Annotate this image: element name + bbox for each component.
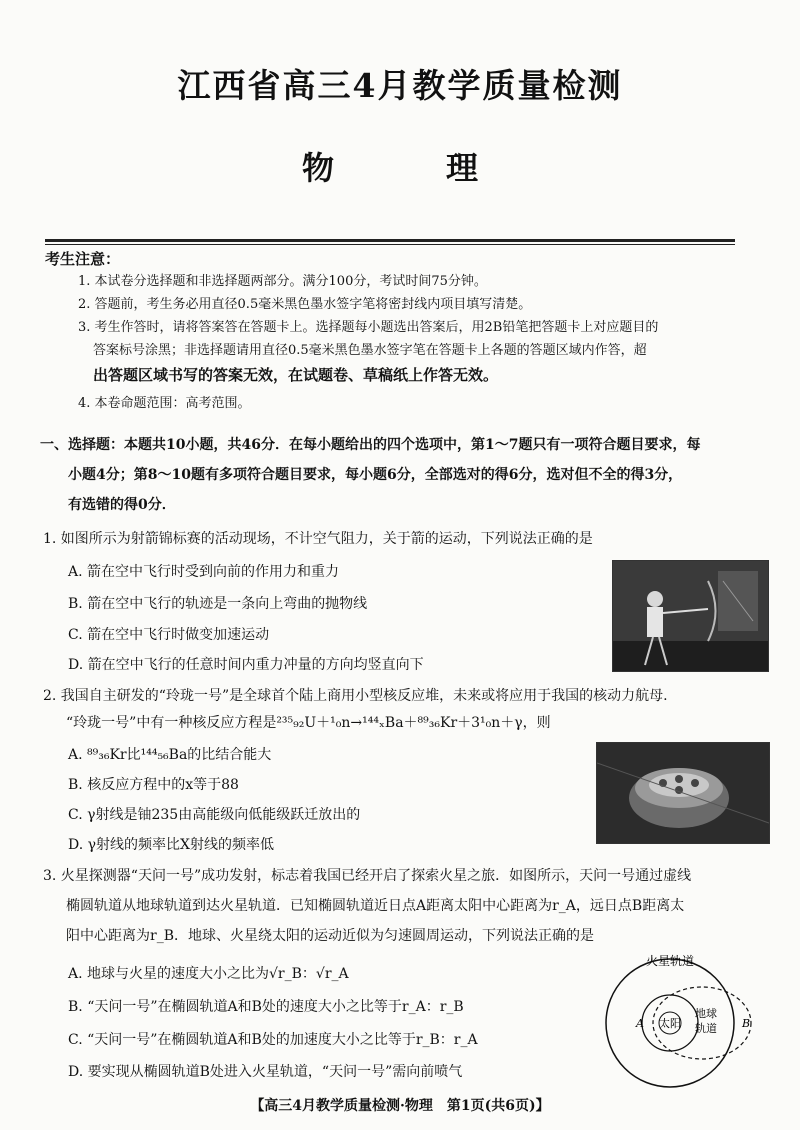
notice-item-emphasis: 出答题区域书写的答案无效，在试题卷、草稿纸上作答无效。 <box>93 366 499 384</box>
point-a-label: A <box>636 1017 644 1030</box>
option-a: A. ⁸⁹₃₆Kr比¹⁴⁴₅₆Ba的比结合能大 <box>68 747 272 763</box>
mars-orbit-label: 火星轨道 <box>645 954 695 968</box>
question-stem: 阳中心距离为r_B．地球、火星绕太阳的运动近似为匀速圆周运动，下列说法正确的是 <box>66 928 594 944</box>
point-b-label: B <box>742 1017 751 1030</box>
divider-thin <box>45 244 735 245</box>
option-d: D. 箭在空中飞行的任意时间内重力冲量的方向均竖直向下 <box>68 657 424 673</box>
notice-item: 答案标号涂黑；非选择题请用直径0.5毫米黑色墨水签字笔在答题卡上各题的答题区域内作答，超 <box>93 343 647 358</box>
option-a: A. 箭在空中飞行时受到向前的作用力和重力 <box>68 564 340 580</box>
earth-orbit-label: 轨道 <box>695 1022 717 1035</box>
orbit-diagram <box>600 945 765 1095</box>
section-instructions: 小题4分；第8～10题有多项符合题目要求，每小题6分，全部选对的得6分，选对但不全的得3分， <box>68 467 683 483</box>
notice-item: 4. 本卷命题范围：高考范围。 <box>78 396 251 411</box>
option-b: B. 核反应方程中的x等于88 <box>68 777 239 793</box>
option-c: C. γ射线是铀235由高能级向低能级跃迁放出的 <box>68 807 361 823</box>
notice-heading: 考生注意： <box>45 250 121 268</box>
question-stem: 2. 我国自主研发的“玲珑一号”是全球首个陆上商用小型核反应堆，未来或将应用于我国的核动力航母. <box>43 688 668 704</box>
exam-title: 江西省高三4月教学质量检测 <box>177 66 623 105</box>
option-d: D. 要实现从椭圆轨道B处进入火星轨道，“天问一号”需向前喷气 <box>68 1064 463 1080</box>
section-instructions: 有选错的得0分． <box>68 497 176 513</box>
notice-item: 1. 本试卷分选择题和非选择题两部分。满分100分，考试时间75分钟。 <box>78 274 487 289</box>
earth-orbit-label: 地球 <box>695 1007 717 1020</box>
divider-thick <box>45 239 735 242</box>
subject-title: 物 理 <box>301 149 518 187</box>
option-c: C. 箭在空中飞行时做变加速运动 <box>68 627 270 643</box>
notice-item: 2. 答题前，考生务必用直径0.5毫米黑色墨水签字笔将密封线内项目填写清楚。 <box>78 297 532 312</box>
reactor-photo <box>596 742 770 844</box>
notice-item: 3. 考生作答时，请将答案答在答题卡上。选择题每小题选出答案后，用2B铅笔把答题卡上对应题目的 <box>78 320 659 335</box>
section-instructions: 一、选择题：本题共10小题，共46分．在每小题给出的四个选项中，第1～7题只有一项符合题目要求，每 <box>40 437 701 453</box>
option-b: B. “天问一号”在椭圆轨道A和B处的速度大小之比等于r_A：r_B <box>68 999 464 1015</box>
option-a: A. 地球与火星的速度大小之比为√r_B：√r_A <box>68 966 349 982</box>
question-stem: “玲珑一号”中有一种核反应方程是²³⁵₉₂U＋¹₀n→¹⁴⁴ₓBa＋⁸⁹₃₆Kr＋3¹₀n＋γ，则 <box>66 715 551 731</box>
question-stem: 3. 火星探测器“天问一号”成功发射，标志着我国已经开启了探索火星之旅．如图所示，天问一号通过虚线 <box>43 868 692 884</box>
page-footer: 【高三4月教学质量检测·物理 第1页(共6页)】 <box>250 1098 550 1114</box>
question-stem: 1. 如图所示为射箭锦标赛的活动现场，不计空气阻力，关于箭的运动，下列说法正确的是 <box>43 531 593 547</box>
sun-label: 太阳 <box>659 1017 681 1030</box>
archery-photo <box>612 560 769 672</box>
option-c: C. “天问一号”在椭圆轨道A和B处的加速度大小之比等于r_B：r_A <box>68 1032 478 1048</box>
option-d: D. γ射线的频率比X射线的频率低 <box>68 837 274 853</box>
question-stem: 椭圆轨道从地球轨道到达火星轨道．已知椭圆轨道近日点A距离太阳中心距离为r_A，远日点B距离太 <box>66 898 685 914</box>
option-b: B. 箭在空中飞行的轨迹是一条向上弯曲的抛物线 <box>68 596 368 612</box>
